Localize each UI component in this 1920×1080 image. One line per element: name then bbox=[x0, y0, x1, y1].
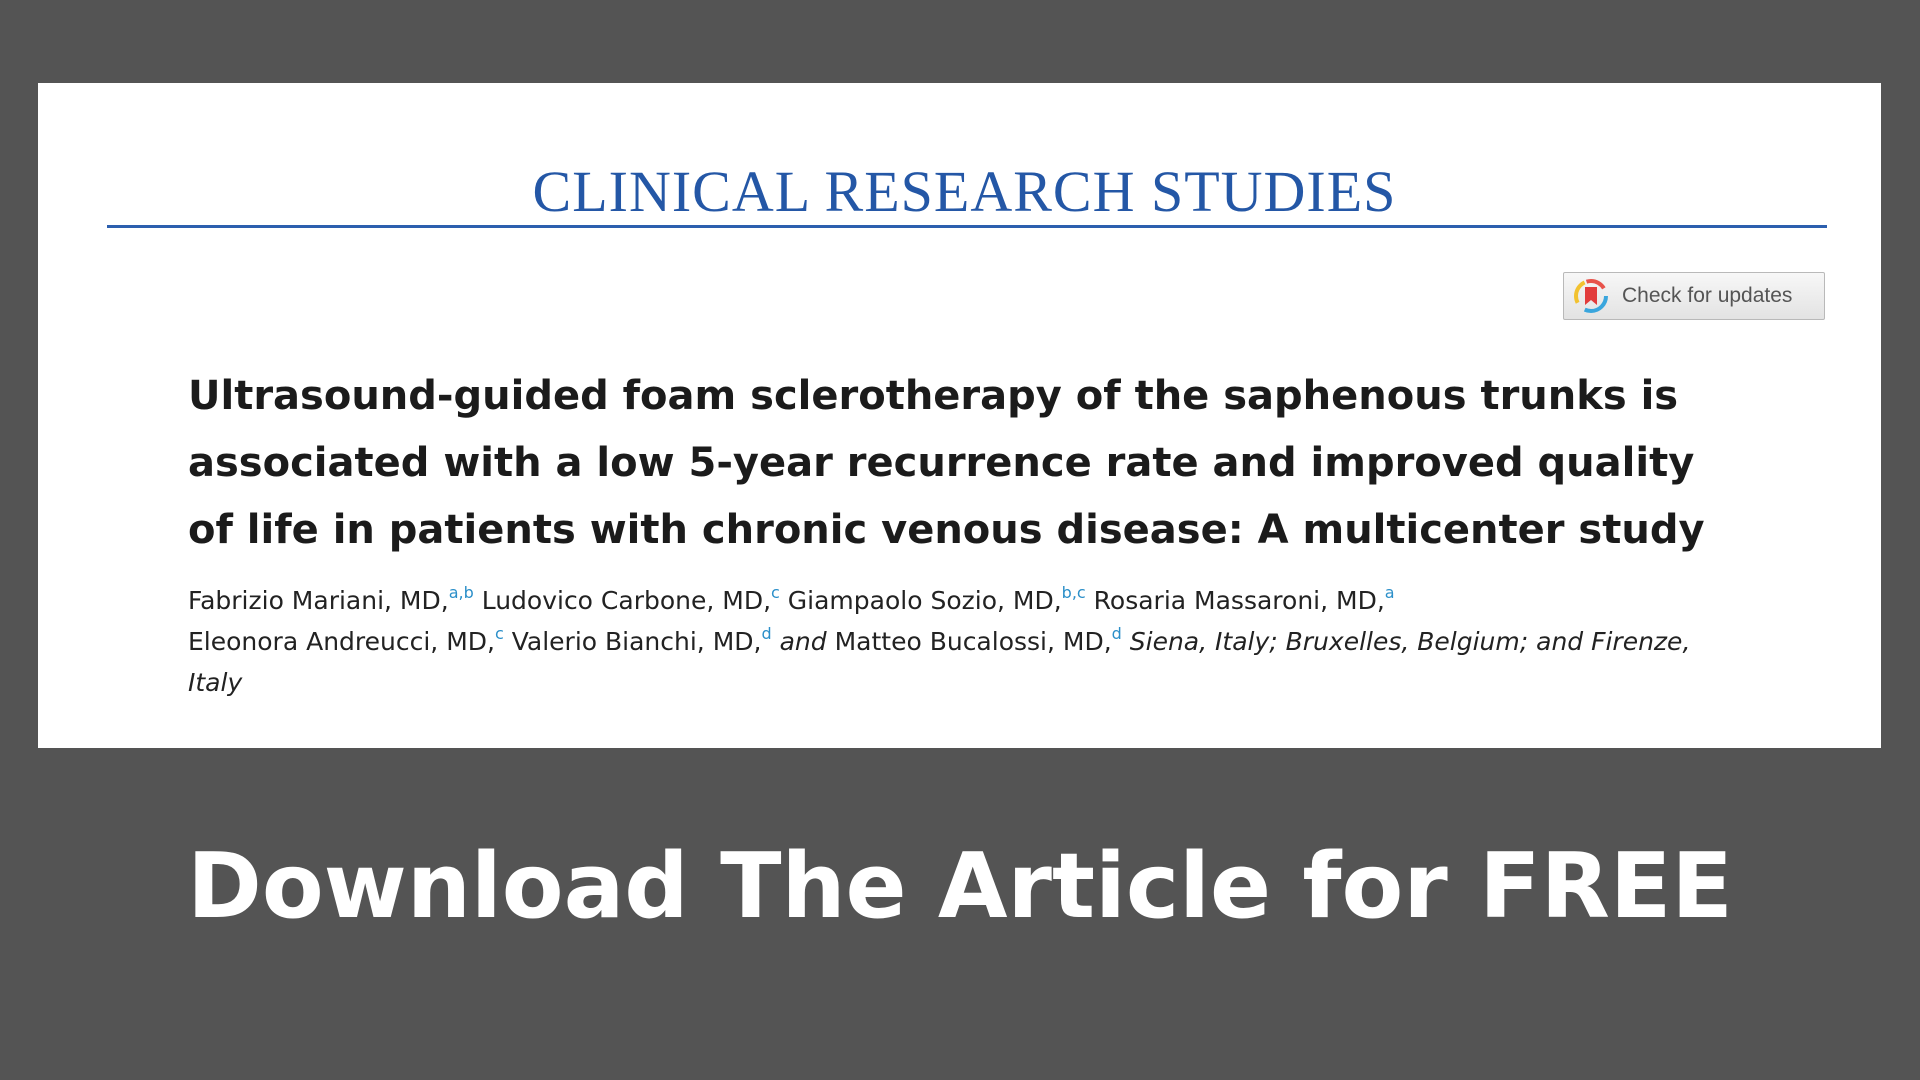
affiliation-marker: d bbox=[761, 624, 772, 643]
author-name: Matteo Bucalossi, MD, bbox=[834, 627, 1112, 656]
affiliation-marker: a,b bbox=[448, 583, 474, 602]
article-title-line: Ultrasound-guided foam sclerotherapy of the saphenous trunks is bbox=[188, 373, 1679, 419]
check-for-updates-label: Check for updates bbox=[1622, 284, 1793, 307]
affiliation-marker: c bbox=[494, 624, 504, 643]
check-for-updates-button[interactable] bbox=[1563, 272, 1825, 320]
author-name: Valerio Bianchi, MD, bbox=[511, 627, 762, 656]
author-list bbox=[188, 580, 1708, 703]
download-cta-heading[interactable]: Download The Article for FREE bbox=[187, 834, 1733, 939]
affiliation-marker: b,c bbox=[1061, 583, 1086, 602]
article-title bbox=[188, 363, 1848, 564]
author-locations: Siena, Italy; Bruxelles, Belgium; and Firenze, Italy bbox=[188, 627, 1691, 697]
author-name: Ludovico Carbone, MD, bbox=[481, 586, 772, 615]
affiliation-marker: c bbox=[771, 583, 780, 602]
header-divider bbox=[107, 225, 1827, 228]
affiliation-marker: a bbox=[1384, 583, 1395, 602]
and-conjunction: and bbox=[779, 627, 827, 656]
article-title-line: associated with a low 5-year recurrence rate and improved quality bbox=[188, 440, 1695, 486]
section-title: CLINICAL RESEARCH STUDIES bbox=[532, 159, 1397, 224]
article-preview-card bbox=[38, 83, 1881, 748]
article-title-line: of life in patients with chronic venous disease: A multicenter study bbox=[188, 507, 1705, 553]
author-name: Eleonora Andreucci, MD, bbox=[188, 627, 495, 656]
author-name: Giampaolo Sozio, MD, bbox=[787, 586, 1062, 615]
affiliation-marker: d bbox=[1111, 624, 1122, 643]
crossmark-bookmark-icon bbox=[1574, 279, 1608, 313]
author-name: Fabrizio Mariani, MD, bbox=[188, 586, 449, 615]
author-name: Rosaria Massaroni, MD, bbox=[1093, 586, 1385, 615]
